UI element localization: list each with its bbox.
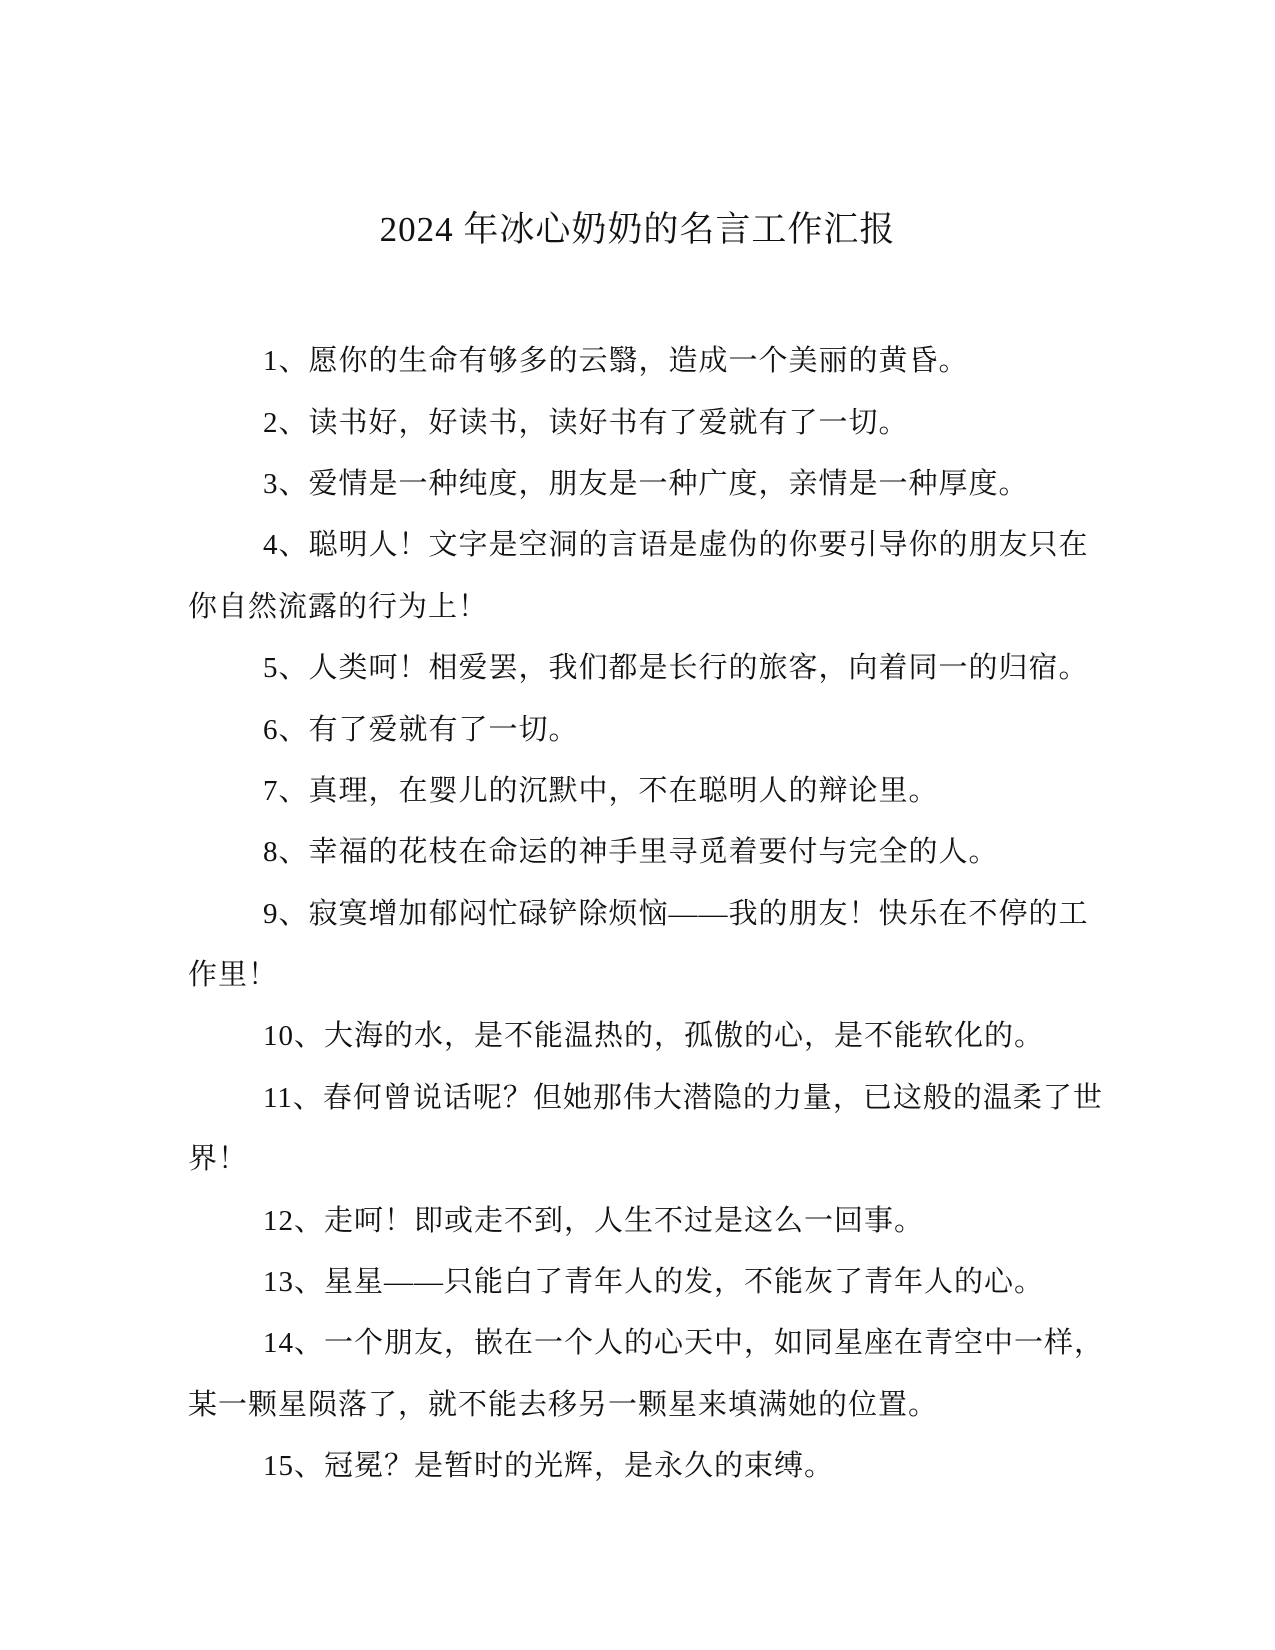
document-line: 2、读书好，好读书，读好书有了爱就有了一切。 [263, 406, 909, 439]
document-line: 13、星星——只能白了青年人的发，不能灰了青年人的心。 [263, 1266, 1045, 1299]
document-line: 9、寂寞增加郁闷忙碌铲除烦恼——我的朋友！快乐在不停的工 [263, 897, 1089, 930]
document-body [188, 328, 1105, 1494]
document-line: 5、人类呵！相爱罢，我们都是长行的旅客，向着同一的归宿。 [263, 652, 1089, 685]
document-title: 2024 年冰心奶奶的名言工作汇报 [379, 210, 896, 249]
document-line: 6、有了爱就有了一切。 [263, 713, 579, 746]
document-line: 4、聪明人！文字是空洞的言语是虚伪的你要引导你的朋友只在 [263, 529, 1089, 562]
document-line: 某一颗星陨落了，就不能去移另一颗星来填满她的位置。 [188, 1388, 939, 1421]
document-line: 15、冠冕？是暂时的光辉，是永久的束缚。 [263, 1450, 835, 1483]
document-line: 界！ [188, 1143, 249, 1176]
document-line: 作里！ [188, 959, 279, 992]
document-line: 10、大海的水，是不能温热的，孤傲的心，是不能软化的。 [263, 1020, 1045, 1053]
document-line: 11、春何曾说话呢？但她那伟大潜隐的力量，已这般的温柔了世 [263, 1081, 1103, 1114]
document-line: 1、愿你的生命有够多的云翳，造成一个美丽的黄昏。 [263, 345, 969, 378]
document-line: 8、幸福的花枝在命运的神手里寻觅着要付与完全的人。 [263, 836, 999, 869]
document-line: 3、爱情是一种纯度，朋友是一种广度，亲情是一种厚度。 [263, 467, 1029, 500]
document-line: 7、真理，在婴儿的沉默中，不在聪明人的辩论里。 [263, 774, 939, 807]
document-line: 你自然流露的行为上！ [188, 590, 489, 623]
document-line: 12、走呵！即或走不到，人生不过是这么一回事。 [263, 1204, 925, 1237]
document-line: 14、一个朋友，嵌在一个人的心天中，如同星座在青空中一样， [263, 1327, 1105, 1360]
